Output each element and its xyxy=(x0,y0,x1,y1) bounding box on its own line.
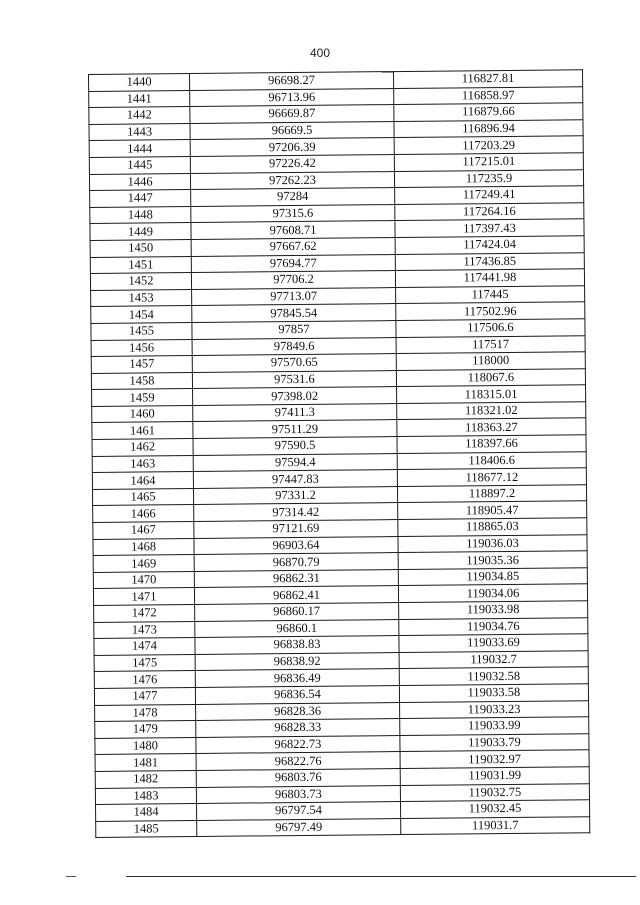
point-number-cell: 1475 xyxy=(94,654,195,672)
x-coordinate-cell: 97262.23 xyxy=(190,171,394,190)
y-coordinate-cell: 118397.66 xyxy=(397,435,586,453)
point-number-cell: 1447 xyxy=(90,190,191,208)
point-number-cell: 1471 xyxy=(93,588,194,606)
point-number-cell: 1453 xyxy=(91,289,192,307)
x-coordinate-cell: 96713.96 xyxy=(190,88,394,107)
y-coordinate-cell: 119033.98 xyxy=(399,601,588,619)
y-coordinate-cell: 116879.66 xyxy=(394,103,583,121)
point-number-cell: 1443 xyxy=(89,123,190,141)
y-coordinate-cell: 119033.23 xyxy=(400,700,589,718)
y-coordinate-cell: 117264.16 xyxy=(395,202,584,220)
point-number-cell: 1467 xyxy=(93,522,194,540)
x-coordinate-cell: 97284 xyxy=(191,188,395,207)
y-coordinate-cell: 118897.2 xyxy=(397,485,586,503)
y-coordinate-cell: 117436.85 xyxy=(395,252,584,270)
point-number-cell: 1445 xyxy=(89,156,190,174)
y-coordinate-cell: 119033.79 xyxy=(400,733,589,751)
point-number-cell: 1476 xyxy=(94,671,195,689)
table-row xyxy=(96,816,590,837)
x-coordinate-cell: 96860.1 xyxy=(195,619,399,638)
point-number-cell: 1459 xyxy=(92,389,193,407)
x-coordinate-cell: 96862.41 xyxy=(194,586,398,605)
point-number-cell: 1468 xyxy=(93,538,194,556)
y-coordinate-cell: 117235.9 xyxy=(394,169,583,187)
x-coordinate-cell: 97849.6 xyxy=(192,337,396,356)
point-number-cell: 1463 xyxy=(92,455,193,473)
x-coordinate-cell: 97331.2 xyxy=(193,486,397,505)
x-coordinate-cell: 97398.02 xyxy=(193,387,397,406)
x-coordinate-cell: 96838.92 xyxy=(195,652,399,671)
point-number-cell: 1465 xyxy=(92,488,193,506)
y-coordinate-cell: 117506.6 xyxy=(396,319,585,337)
x-coordinate-cell: 97315.6 xyxy=(191,204,395,223)
x-coordinate-cell: 97590.5 xyxy=(193,437,397,456)
point-number-cell: 1474 xyxy=(94,638,195,656)
y-coordinate-cell: 119032.58 xyxy=(399,667,588,685)
y-coordinate-cell: 118865.03 xyxy=(398,518,587,536)
point-number-cell: 1473 xyxy=(94,621,195,639)
coordinate-table-body xyxy=(89,70,590,838)
x-coordinate-cell: 96836.54 xyxy=(195,686,399,705)
y-coordinate-cell: 118677.12 xyxy=(397,468,586,486)
x-coordinate-cell: 96797.54 xyxy=(197,802,401,821)
point-number-cell: 1483 xyxy=(95,787,196,805)
y-coordinate-cell: 117397.43 xyxy=(395,219,584,237)
footer-rule xyxy=(126,876,636,877)
x-coordinate-cell: 97570.65 xyxy=(192,354,396,373)
x-coordinate-cell: 96870.79 xyxy=(194,553,398,572)
y-coordinate-cell: 118000 xyxy=(396,352,585,370)
point-number-cell: 1477 xyxy=(94,687,195,705)
point-number-cell: 1458 xyxy=(91,372,192,390)
footer-dash xyxy=(66,876,76,877)
y-coordinate-cell: 117441.98 xyxy=(395,269,584,287)
point-number-cell: 1466 xyxy=(93,505,194,523)
y-coordinate-cell: 119032.97 xyxy=(400,750,589,768)
y-coordinate-cell: 117517 xyxy=(396,335,585,353)
x-coordinate-cell: 97511.29 xyxy=(193,420,397,439)
point-number-cell: 1480 xyxy=(95,737,196,755)
x-coordinate-cell: 96836.49 xyxy=(195,669,399,688)
y-coordinate-cell: 119035.36 xyxy=(398,551,587,569)
x-coordinate-cell: 97706.2 xyxy=(191,271,395,290)
x-coordinate-cell: 96669.5 xyxy=(190,121,394,140)
y-coordinate-cell: 117445 xyxy=(396,285,585,303)
point-number-cell: 1449 xyxy=(90,223,191,241)
y-coordinate-cell: 119033.58 xyxy=(399,684,588,702)
y-coordinate-cell: 119031.7 xyxy=(401,816,590,834)
x-coordinate-cell: 97531.6 xyxy=(192,370,396,389)
point-number-cell: 1446 xyxy=(89,173,190,191)
y-coordinate-cell: 116858.97 xyxy=(394,86,583,104)
point-number-cell: 1455 xyxy=(91,322,192,340)
point-number-cell: 1481 xyxy=(95,754,196,772)
x-coordinate-cell: 96828.33 xyxy=(196,719,400,738)
y-coordinate-cell: 119033.69 xyxy=(399,634,588,652)
x-coordinate-cell: 96822.73 xyxy=(196,735,400,754)
point-number-cell: 1452 xyxy=(90,273,191,291)
y-coordinate-cell: 117203.29 xyxy=(394,136,583,154)
x-coordinate-cell: 97845.54 xyxy=(192,304,396,323)
point-number-cell: 1462 xyxy=(92,439,193,457)
point-number-cell: 1484 xyxy=(96,804,197,822)
x-coordinate-cell: 96828.36 xyxy=(196,702,400,721)
y-coordinate-cell: 117424.04 xyxy=(395,236,584,254)
x-coordinate-cell: 96822.76 xyxy=(196,752,400,771)
point-number-cell: 1470 xyxy=(93,571,194,589)
y-coordinate-cell: 119032.75 xyxy=(400,783,589,801)
point-number-cell: 1441 xyxy=(89,90,190,108)
x-coordinate-cell: 97411.3 xyxy=(193,403,397,422)
x-coordinate-cell: 96803.76 xyxy=(196,768,400,787)
x-coordinate-cell: 96838.83 xyxy=(195,636,399,655)
x-coordinate-cell: 96860.17 xyxy=(195,603,399,622)
x-coordinate-cell: 97694.77 xyxy=(191,254,395,273)
y-coordinate-cell: 119032.45 xyxy=(400,800,589,818)
y-coordinate-cell: 118363.27 xyxy=(397,418,586,436)
x-coordinate-cell: 97226.42 xyxy=(190,155,394,174)
y-coordinate-cell: 118905.47 xyxy=(398,501,587,519)
point-number-cell: 1472 xyxy=(94,605,195,623)
y-coordinate-cell: 118067.6 xyxy=(396,368,585,386)
x-coordinate-cell: 96903.64 xyxy=(194,536,398,555)
x-coordinate-cell: 97608.71 xyxy=(191,221,395,240)
point-number-cell: 1451 xyxy=(90,256,191,274)
point-number-cell: 1457 xyxy=(91,356,192,374)
x-coordinate-cell: 96797.49 xyxy=(197,818,401,837)
coordinate-table-container xyxy=(88,69,590,838)
y-coordinate-cell: 116827.81 xyxy=(393,70,582,88)
y-coordinate-cell: 118321.02 xyxy=(397,402,586,420)
y-coordinate-cell: 119034.76 xyxy=(399,617,588,635)
y-coordinate-cell: 119034.85 xyxy=(398,568,587,586)
x-coordinate-cell: 97121.69 xyxy=(194,520,398,539)
y-coordinate-cell: 119034.06 xyxy=(398,584,587,602)
x-coordinate-cell: 96698.27 xyxy=(190,72,394,91)
point-number-cell: 1478 xyxy=(95,704,196,722)
page-number: 400 xyxy=(309,46,331,60)
x-coordinate-cell: 97314.42 xyxy=(194,503,398,522)
x-coordinate-cell: 97713.07 xyxy=(192,287,396,306)
coordinate-table xyxy=(88,69,590,838)
x-coordinate-cell: 96803.73 xyxy=(196,785,400,804)
y-coordinate-cell: 119033.99 xyxy=(400,717,589,735)
x-coordinate-cell: 97447.83 xyxy=(193,470,397,489)
y-coordinate-cell: 118406.6 xyxy=(397,451,586,469)
point-number-cell: 1442 xyxy=(89,107,190,125)
y-coordinate-cell: 119032.7 xyxy=(399,651,588,669)
point-number-cell: 1460 xyxy=(92,405,193,423)
point-number-cell: 1440 xyxy=(89,74,190,92)
x-coordinate-cell: 96862.31 xyxy=(194,569,398,588)
x-coordinate-cell: 97667.62 xyxy=(191,237,395,256)
y-coordinate-cell: 117502.96 xyxy=(396,302,585,320)
point-number-cell: 1448 xyxy=(90,206,191,224)
point-number-cell: 1450 xyxy=(90,239,191,257)
y-coordinate-cell: 117215.01 xyxy=(394,153,583,171)
y-coordinate-cell: 118315.01 xyxy=(397,385,586,403)
point-number-cell: 1469 xyxy=(93,555,194,573)
y-coordinate-cell: 119031.99 xyxy=(400,767,589,785)
x-coordinate-cell: 97206.39 xyxy=(190,138,394,157)
x-coordinate-cell: 97594.4 xyxy=(193,453,397,472)
point-number-cell: 1461 xyxy=(92,422,193,440)
point-number-cell: 1444 xyxy=(89,140,190,158)
point-number-cell: 1456 xyxy=(91,339,192,357)
point-number-cell: 1454 xyxy=(91,306,192,324)
y-coordinate-cell: 119036.03 xyxy=(398,534,587,552)
point-number-cell: 1464 xyxy=(92,472,193,490)
point-number-cell: 1482 xyxy=(95,770,196,788)
y-coordinate-cell: 116896.94 xyxy=(394,120,583,138)
point-number-cell: 1479 xyxy=(95,721,196,739)
x-coordinate-cell: 97857 xyxy=(192,320,396,339)
y-coordinate-cell: 117249.41 xyxy=(395,186,584,204)
x-coordinate-cell: 96669.87 xyxy=(190,105,394,124)
point-number-cell: 1485 xyxy=(96,820,197,838)
